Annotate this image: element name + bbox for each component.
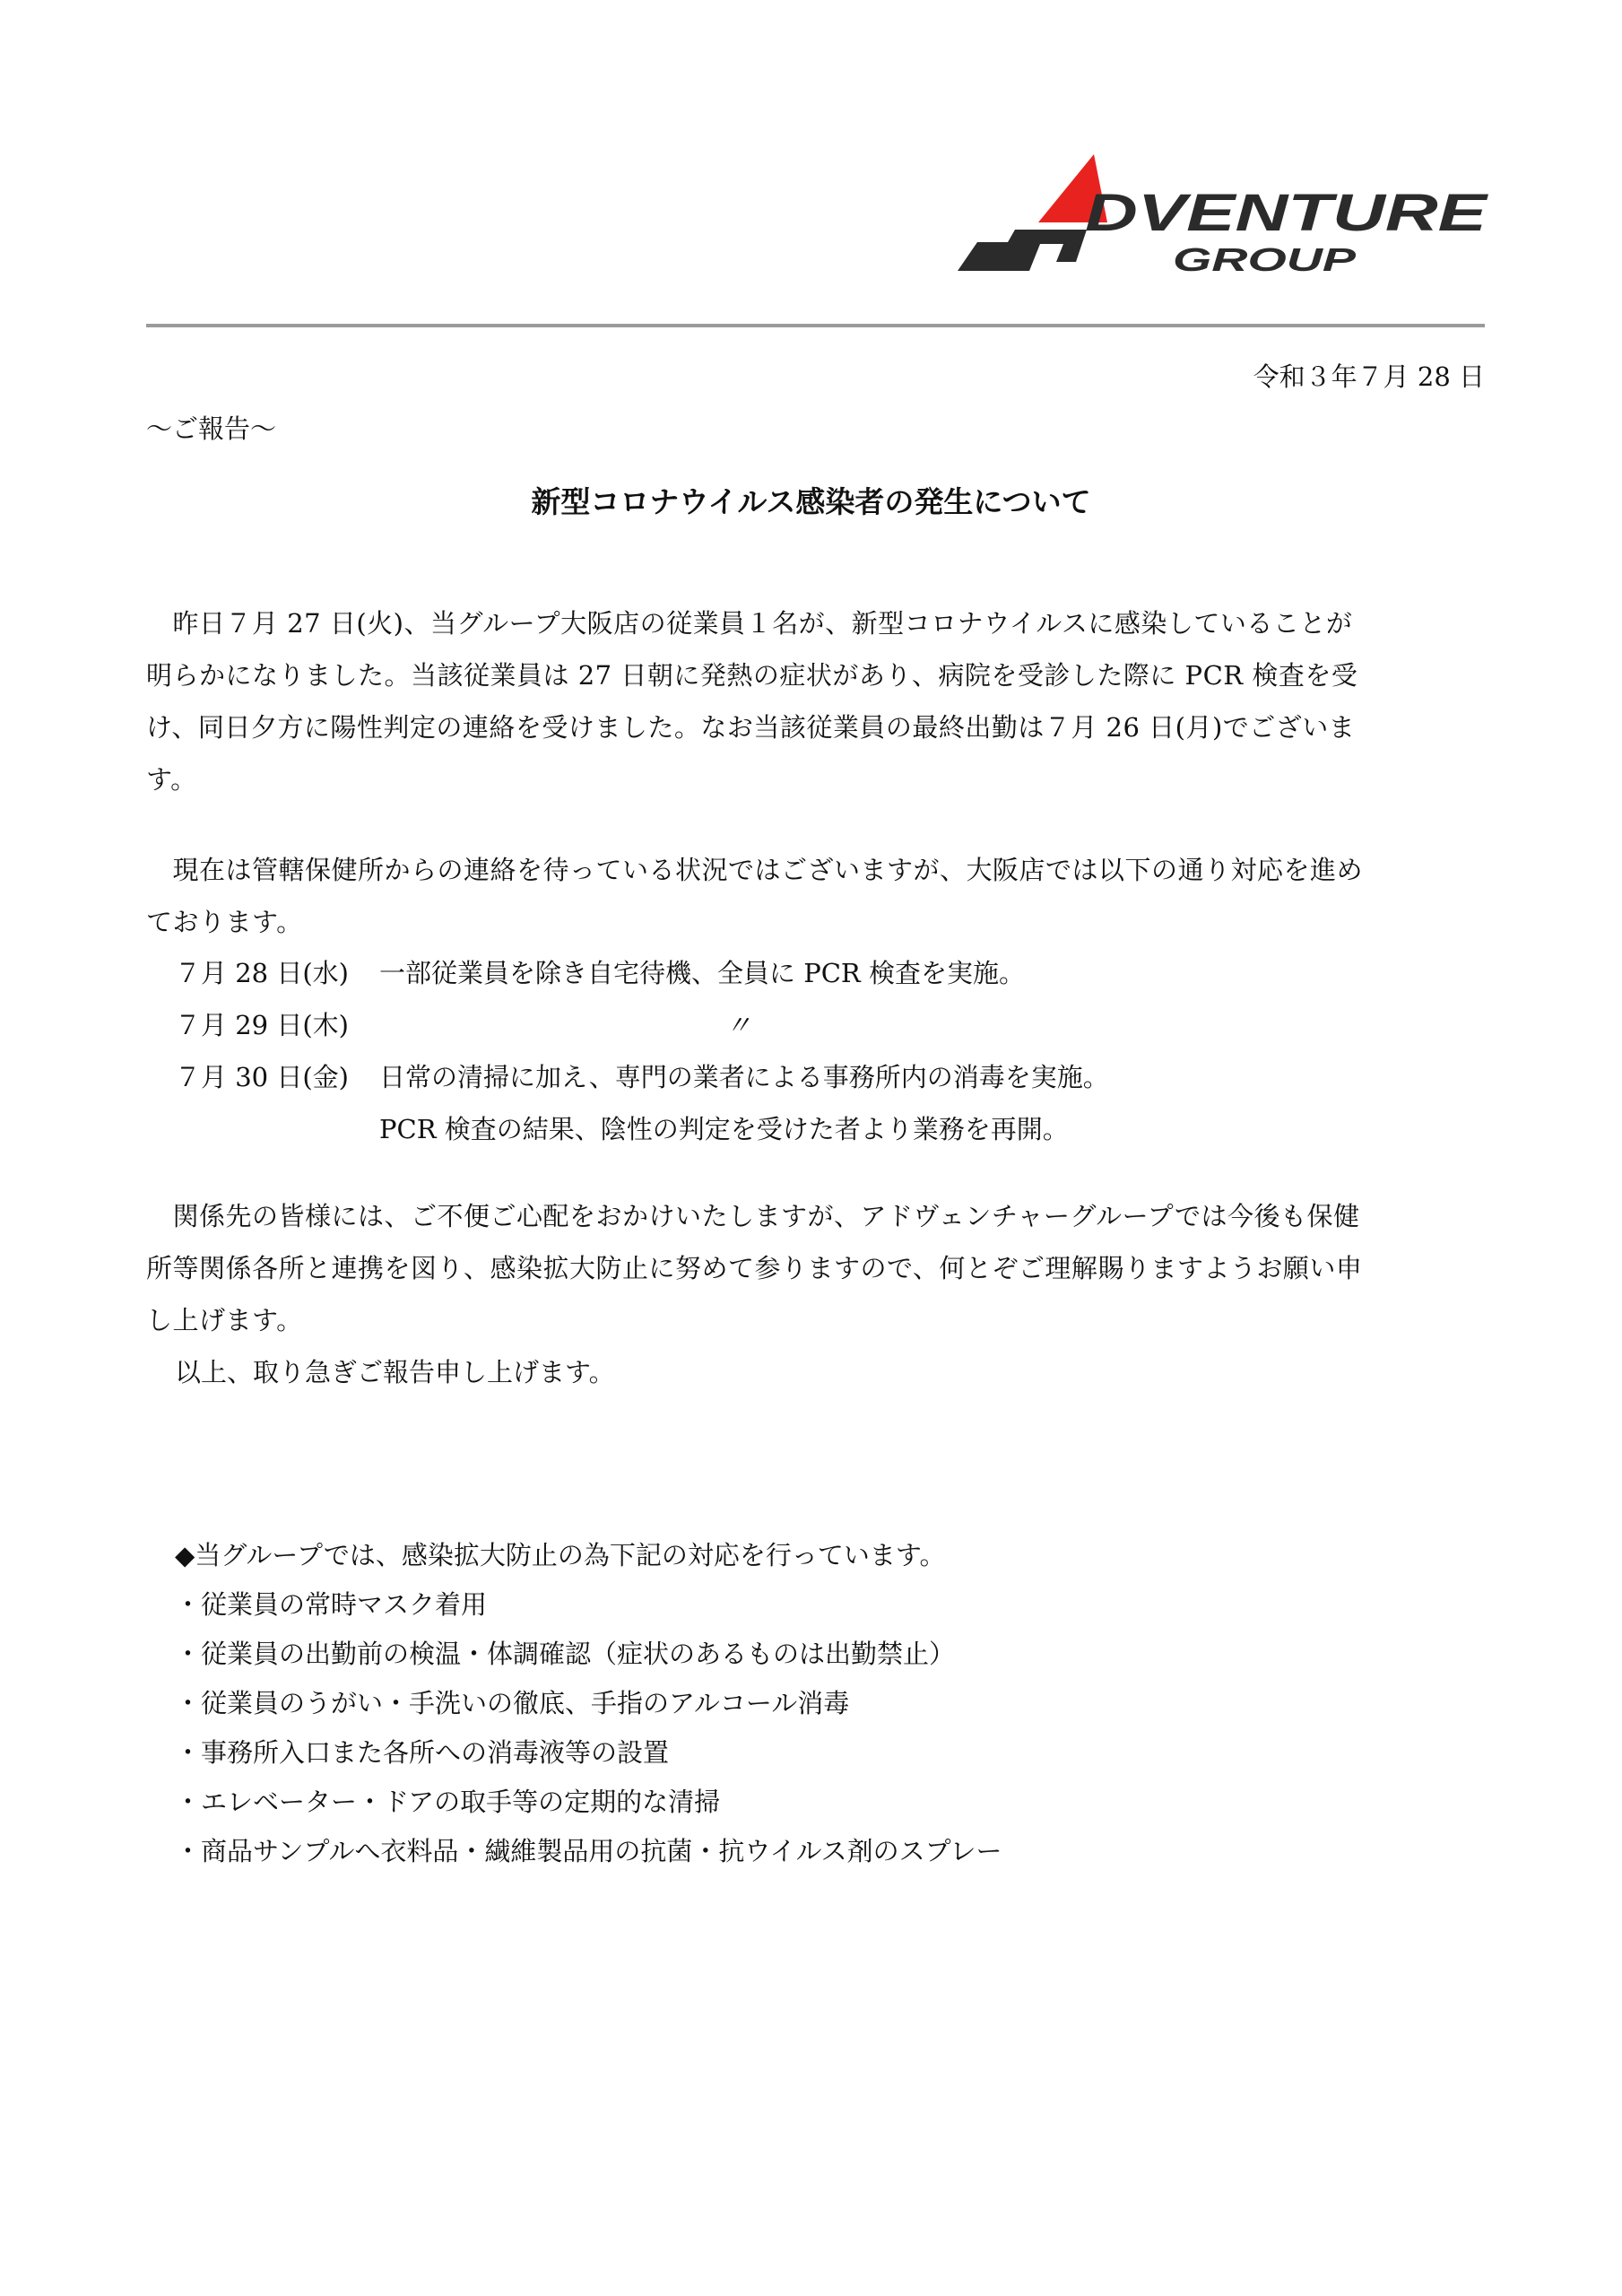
schedule-date: ７月 29 日(木) <box>175 1010 349 1040</box>
schedule-text: 一部従業員を除き自宅待機、全員に PCR 検査を実施。 <box>379 958 1025 988</box>
schedule-date: ７月 30 日(金) <box>175 1062 349 1092</box>
measure-item: ・従業員の出勤前の検温・体調確認（症状のあるものは出勤禁止） <box>175 1639 956 1669</box>
paragraph-line: す。 <box>146 764 197 795</box>
schedule-text: 日常の清掃に加え、専門の業者による事務所内の消毒を実施。 <box>379 1062 1109 1092</box>
measures-heading: ◆当グループでは、感染拡大防止の為下記の対応を行っています。 <box>175 1540 946 1570</box>
paragraph-incident <box>146 597 1485 805</box>
report-label: ～ご報告～ <box>146 413 277 444</box>
paragraph-line: 所等関係各所と連携を図り、感染拡大防止に努めて参りますので、何とぞご理解賜りますようお願い申 <box>146 1253 1363 1283</box>
paragraph-line: け、同日夕方に陽性判定の連絡を受けました。なお当該従業員の最終出勤は７月 26 日(月)でございま <box>146 712 1356 743</box>
ditto-mark: 〃 <box>725 1010 752 1040</box>
measure-item: ・エレベーター・ドアの取手等の定期的な清掃 <box>175 1787 721 1817</box>
paragraph-line: 関係先の皆様には、ご不便ご心配をおかけいたしますが、アドヴェンチャーグループでは今後も保健 <box>146 1201 1360 1231</box>
paragraph-line: し上げます。 <box>146 1305 303 1335</box>
paragraph-response <box>146 844 1485 948</box>
paragraph-line: 昨日７月 27 日(火)、当グループ大阪店の従業員１名が、新型コロナウイルスに感染していることが <box>146 608 1353 639</box>
adventure-group-logo <box>950 144 1497 287</box>
measure-item: ・従業員の常時マスク着用 <box>175 1589 488 1620</box>
document-title: 新型コロナウイルス感染者の発生について <box>531 484 1091 519</box>
header-divider <box>146 324 1485 327</box>
document-date: 令和３年７月 28 日 <box>1253 361 1485 392</box>
schedule-text: PCR 検査の結果、陰性の判定を受けた者より業務を再開。 <box>379 1114 1069 1144</box>
paragraph-line: ております。 <box>146 907 303 937</box>
closing-line: 以上、取り急ぎご報告申し上げます。 <box>175 1357 615 1387</box>
prevention-measures <box>175 1531 1002 1876</box>
measure-item: ・事務所入口また各所への消毒液等の設置 <box>175 1737 670 1768</box>
logo-main-text: DVENTURE <box>1085 184 1490 242</box>
paragraph-line: 現在は管轄保健所からの連絡を待っている状況ではございますが、大阪店では以下の通り対応を進め <box>146 855 1364 885</box>
measure-item: ・従業員のうがい・手洗いの徹底、手指のアルコール消毒 <box>175 1688 850 1718</box>
paragraph-apology <box>146 1190 1485 1346</box>
paragraph-line: 明らかになりました。当該従業員は 27 日朝に発熱の症状があり、病院を受診した際に PCR 検査を受 <box>146 660 1358 691</box>
logo-sub-text: GROUP <box>1173 241 1357 278</box>
measure-item: ・商品サンプルへ衣料品・繊維製品用の抗菌・抗ウイルス剤のスプレー <box>175 1836 1002 1866</box>
schedule-date: ７月 28 日(水) <box>175 958 349 988</box>
logo-dark-a-stroke <box>958 230 1087 271</box>
